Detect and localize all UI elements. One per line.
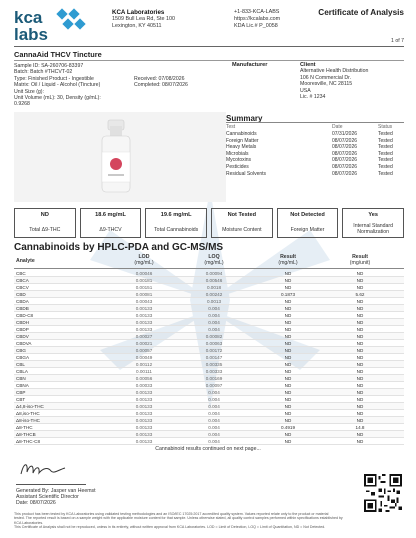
lab-contact-block xyxy=(234,9,280,30)
result-ml-value: ND xyxy=(284,319,292,325)
signature-line xyxy=(16,484,86,485)
result-ml-value: ND xyxy=(284,277,292,283)
signature-block xyxy=(16,488,96,507)
lod-value: 0.00133 xyxy=(135,389,153,395)
loq-value: 0.00169 xyxy=(205,375,223,381)
table-row xyxy=(14,326,404,333)
highlight-label: Total Δ9-THC xyxy=(29,227,61,233)
result-unit-value: ND xyxy=(356,305,364,311)
table-row xyxy=(14,284,404,291)
table-row xyxy=(14,396,404,403)
analyte-name: CBD-C8 xyxy=(16,312,34,318)
loq-value: 0.004 xyxy=(208,417,220,423)
result-ml-value: ND xyxy=(284,417,292,423)
table-row xyxy=(14,319,404,326)
table-row xyxy=(14,333,404,340)
footer-disclaimer xyxy=(14,512,344,529)
result-ml-value: ND xyxy=(284,354,292,360)
batch: Batch: Batch #THCVT-02 xyxy=(14,69,73,76)
result-ml-value: ND xyxy=(284,347,292,353)
result-ml-value: ND xyxy=(284,368,292,374)
col-lod-unit: (mg/mL) xyxy=(134,259,154,266)
table-row xyxy=(14,389,404,396)
lod-value: 0.00081 xyxy=(135,291,153,297)
analyte-name: CBCV xyxy=(16,284,29,290)
lod-value: 0.00049 xyxy=(135,354,153,360)
analyte-name: CBNA xyxy=(16,382,29,388)
footer-line2: tested. The reported result is based on a sample weight with the applicable moisture content for that sample. Unless otherwise stated, all quality control samples performed within specifications established by KCA Laboratories. xyxy=(14,516,343,525)
summary-status: Tested xyxy=(378,164,393,170)
result-unit-value: 5.62 xyxy=(355,291,365,297)
loq-value: 0.0018 xyxy=(206,284,222,290)
highlight-label: Moisture Content xyxy=(222,227,262,233)
summary-status: Tested xyxy=(378,131,393,137)
client-line2: 106 N Commercial Dr. xyxy=(300,74,352,81)
lod-value: 0.00133 xyxy=(135,319,153,325)
highlight-box xyxy=(145,208,207,238)
summary-row xyxy=(226,131,404,138)
loq-value: 0.00063 xyxy=(205,340,223,346)
result-ml-value: ND xyxy=(284,375,292,381)
result-unit-value: ND xyxy=(356,333,364,339)
summary-test: Foreign Matter xyxy=(226,137,259,144)
lod-value: 0.00181 xyxy=(135,277,153,283)
col-result-unit xyxy=(330,255,390,267)
result-ml-value: ND xyxy=(284,438,292,444)
result-unit-value: ND xyxy=(356,319,364,325)
table-row xyxy=(14,277,404,284)
result-unit-value: ND xyxy=(356,270,364,276)
analyte-name: CBDVA xyxy=(16,340,32,346)
result-ml-value: ND xyxy=(284,361,292,367)
sample-id: Sample ID: SA-260706-83397 xyxy=(14,63,84,69)
density: 0.9268 xyxy=(14,101,30,108)
summary-status: Tested xyxy=(378,137,393,144)
summary-row xyxy=(226,157,404,164)
footer-line3: This Certificate of Analysis shall not be reproduced, unless in its entirety, without written approval from KCA Laboratories. LOD = Limit of Detection, LOQ = Limit of Quantitation, ND = Not Detected. xyxy=(14,524,326,529)
document-title: Certificate of Analysis xyxy=(318,8,404,17)
summary-test: Residual Solvents xyxy=(226,170,267,177)
summary-date: 08/07/2026 xyxy=(332,164,358,170)
generated-by: Generated By: Jasper van Heemst xyxy=(16,488,96,494)
header xyxy=(14,6,404,44)
loq-value: 0.004 xyxy=(208,326,220,332)
client-line5: Lic. # 1234 xyxy=(300,94,326,101)
analyte-name: CBDA xyxy=(16,298,29,304)
result-ml-value: ND xyxy=(284,326,292,332)
table-row xyxy=(14,361,404,368)
analyte-name: Δ8-THC-C8 xyxy=(16,438,40,444)
loq-value: 0.00546 xyxy=(205,277,223,283)
unit-volume: Unit Volume (mL): 30, Density (g/mL): xyxy=(14,95,101,102)
table-row xyxy=(14,347,404,354)
result-unit-value: ND xyxy=(356,277,364,283)
loq-value: 0.00094 xyxy=(205,270,223,276)
result-ml-value: ND xyxy=(284,403,292,409)
result-unit-value: ND xyxy=(356,375,364,381)
loq-value: 0.004 xyxy=(208,319,220,325)
highlight-value: 18.6 mg/mL xyxy=(95,212,126,218)
table-row xyxy=(14,305,404,312)
result-ml-value: ND xyxy=(284,312,292,318)
analyte-name: CBGA xyxy=(16,354,30,360)
result-unit-value: ND xyxy=(356,340,364,346)
result-unit-value: ND xyxy=(356,417,364,423)
analyte-name: CBP xyxy=(16,389,26,395)
lod-value: 0.00133 xyxy=(135,410,153,416)
highlight-value: 19.6 mg/mL xyxy=(160,212,192,218)
lod-value: 0.00133 xyxy=(135,431,153,437)
logo-top-text: kca xyxy=(14,8,43,27)
loq-value: 0.004 xyxy=(208,403,220,409)
lab-name: KCA Laboratories xyxy=(112,9,165,16)
summary-date: 08/07/2026 xyxy=(332,157,358,164)
analyte-name: CBT xyxy=(16,396,26,402)
table-row xyxy=(14,382,404,389)
product-divider xyxy=(14,60,404,61)
analyte-name: CBDP xyxy=(16,326,29,332)
col-result-ml xyxy=(258,255,318,267)
lab-website[interactable]: https://kcalabs.com xyxy=(234,16,281,22)
result-ml-value: ND xyxy=(284,298,292,304)
loq-value: 0.004 xyxy=(208,438,220,444)
matrix: Matrix: Oil / Liquid - Alcohol (Tincture) xyxy=(14,82,101,89)
analyte-name: Δ8-THC xyxy=(16,424,33,430)
client-line1: Alternative Health Distribution xyxy=(300,68,369,75)
col-analyte: Analyte xyxy=(16,258,35,264)
highlight-label: Total Cannabinoids xyxy=(154,227,199,233)
summary-date: 08/07/2026 xyxy=(332,144,358,151)
lod-value: 0.00133 xyxy=(135,305,153,311)
result-ml-value: ND xyxy=(284,333,292,339)
result-ml-value: ND xyxy=(284,340,292,346)
result-unit-value: ND xyxy=(356,354,364,360)
summary-row xyxy=(226,164,404,171)
analyte-name: Δ4,8-iso-THC xyxy=(16,403,44,409)
table-row xyxy=(14,417,404,424)
summary-date: 08/07/2026 xyxy=(332,137,358,144)
result-ml-value: ND xyxy=(284,382,292,388)
summary-status: Tested xyxy=(378,157,393,164)
lab-address-block xyxy=(112,9,175,30)
summary-row xyxy=(226,171,404,178)
sample-type: Type: Finished Product - Ingestible xyxy=(14,75,94,82)
result-unit-value: ND xyxy=(356,312,364,318)
table-row xyxy=(14,424,404,431)
analyte-name: CBN xyxy=(16,375,26,381)
table-row xyxy=(14,354,404,361)
lab-address-line1: 1509 Bull Lea Rd, Ste 100 xyxy=(112,16,175,22)
analyte-name: CBD xyxy=(16,291,26,297)
loq-value: 0.00172 xyxy=(205,347,223,353)
lod-value: 0.00133 xyxy=(135,438,153,444)
lab-phone: +1-833-KCA-LABS xyxy=(234,9,280,15)
signer-role: Assistant Scientific Director xyxy=(16,494,79,501)
qr-code[interactable] xyxy=(364,474,402,512)
result-unit-value: ND xyxy=(356,410,364,416)
summary-col-status: Status xyxy=(378,124,393,130)
footer-line1: This product has been tested by KCA Laboratories using validated testing methodologies and an ISO/IEC 17025:2017 accredited quality system. Values reported relate only to the product or material xyxy=(14,512,329,516)
result-unit-value: ND xyxy=(356,431,364,437)
table-row xyxy=(14,431,404,438)
client-line4: USA xyxy=(300,87,311,94)
col-result-unit-label: Result xyxy=(352,254,368,260)
highlight-label: Internal Standard Normalization xyxy=(353,223,394,235)
analyte-name: Δ8-THCB xyxy=(16,431,36,437)
summary-test: Mycotoxins xyxy=(226,157,252,164)
loq-value: 0.00147 xyxy=(205,354,223,360)
col-loq xyxy=(184,255,244,267)
page-number: 1 of 7 xyxy=(391,38,404,44)
summary-status: Tested xyxy=(378,144,393,151)
kca-labs-logo xyxy=(14,8,104,42)
lod-value: 0.00133 xyxy=(135,417,153,423)
table-row xyxy=(14,368,404,375)
highlight-value: Not Tested xyxy=(227,212,257,218)
col-loq-unit: (mg/mL) xyxy=(204,259,224,266)
col-result-unit-unit: (mg/unit) xyxy=(349,259,371,266)
col-result-ml-unit: (mg/mL) xyxy=(278,259,298,266)
result-unit-value: ND xyxy=(356,361,364,367)
table-row xyxy=(14,403,404,410)
summary-row xyxy=(226,144,404,151)
lod-value: 0.00133 xyxy=(135,312,153,318)
result-unit-value: ND xyxy=(356,284,364,290)
analyte-name: CBC xyxy=(16,270,26,276)
result-unit-value: 14.8 xyxy=(355,424,365,430)
product-photo xyxy=(14,112,226,202)
loq-value: 0.004 xyxy=(208,424,220,430)
result-ml-value: 0.4919 xyxy=(280,424,296,430)
loq-value: 0.004 xyxy=(208,396,220,402)
summary-row xyxy=(226,151,404,158)
result-ml-value: ND xyxy=(284,396,292,402)
highlight-box xyxy=(342,208,404,238)
loq-value: 0.00335 xyxy=(205,361,223,367)
logo-bottom-text: labs xyxy=(14,25,49,42)
client-heading: Client xyxy=(300,62,316,68)
highlight-box xyxy=(14,208,76,238)
summary-row xyxy=(226,138,404,145)
analyte-name: CBG xyxy=(16,347,26,353)
result-unit-value: ND xyxy=(356,298,364,304)
table-row xyxy=(14,340,404,347)
highlight-box xyxy=(211,208,273,238)
received-date: Received: 07/08/2026 xyxy=(134,76,185,82)
analyte-name: Δ8,iso-THC xyxy=(16,410,40,416)
highlight-label: Δ9-THCV xyxy=(99,227,122,233)
table-row xyxy=(14,298,404,305)
loq-value: 0.0013 xyxy=(206,298,222,304)
summary-test: Pesticides xyxy=(226,164,249,170)
lod-value: 0.00033 xyxy=(135,382,153,388)
table-row xyxy=(14,312,404,319)
highlight-value: ND xyxy=(40,212,49,218)
result-ml-value: ND xyxy=(284,305,292,311)
result-ml-value: ND xyxy=(284,270,292,276)
analyte-name: CBCA xyxy=(16,277,29,283)
highlight-label: Foreign Matter xyxy=(290,227,325,233)
lod-value: 0.00046 xyxy=(135,270,153,276)
result-unit-value: ND xyxy=(356,396,364,402)
table-row xyxy=(14,291,404,298)
result-unit-value: ND xyxy=(356,403,364,409)
signature-date: Date: 08/07/2026 xyxy=(16,500,56,507)
lod-value: 0.00021 xyxy=(135,340,153,346)
result-ml-value: 0.1873 xyxy=(280,291,296,297)
result-unit-value: ND xyxy=(356,438,364,444)
col-lod-label: LOD xyxy=(138,254,150,260)
lod-value: 0.00133 xyxy=(135,403,153,409)
highlight-value: Not Detected xyxy=(290,212,325,218)
summary-date: 08/07/2026 xyxy=(332,170,358,177)
header-divider xyxy=(14,46,404,47)
lod-value: 0.00133 xyxy=(135,424,153,430)
highlight-value: Yes xyxy=(368,212,378,218)
table-header-divider xyxy=(14,268,404,269)
result-unit-value: ND xyxy=(356,389,364,395)
completed-date: Completed: 08/07/2026 xyxy=(134,82,188,89)
summary-col-date: Date xyxy=(332,124,343,130)
lod-value: 0.00133 xyxy=(135,396,153,402)
manufacturer-heading: Manufacturer xyxy=(232,62,268,68)
highlight-box xyxy=(80,208,142,238)
loq-value: 0.00082 xyxy=(205,333,223,339)
lod-value: 0.00112 xyxy=(135,361,153,367)
summary-test: Heavy Metals xyxy=(226,144,257,151)
analyte-name: CBLA xyxy=(16,368,29,374)
lab-address-line2: Lexington, KY 40511 xyxy=(112,23,162,29)
loq-value: 0.004 xyxy=(208,431,220,437)
loq-value: 0.00242 xyxy=(205,291,223,297)
analyte-name: CBDV xyxy=(16,333,29,339)
lod-value: 0.00111 xyxy=(136,368,152,374)
table-row xyxy=(14,375,404,382)
loq-value: 0.004 xyxy=(208,389,220,395)
summary-title: Summary xyxy=(226,114,263,123)
result-ml-value: ND xyxy=(284,389,292,395)
loq-value: 0.00097 xyxy=(205,382,223,388)
table-row xyxy=(14,410,404,417)
sample-info xyxy=(14,63,101,108)
lod-value: 0.00027 xyxy=(135,333,153,339)
lod-value: 0.00043 xyxy=(135,298,153,304)
table-row xyxy=(14,438,404,445)
analyte-name: CBDB xyxy=(16,305,29,311)
result-unit-value: ND xyxy=(356,368,364,374)
summary-date: 08/07/2026 xyxy=(332,150,358,157)
lod-value: 0.00057 xyxy=(135,347,153,353)
result-unit-value: ND xyxy=(356,347,364,353)
result-unit-value: ND xyxy=(356,326,364,332)
summary-status: Tested xyxy=(378,150,393,157)
summary-date: 07/31/2026 xyxy=(332,131,358,137)
result-ml-value: ND xyxy=(284,431,292,437)
col-loq-label: LOQ xyxy=(208,254,220,260)
col-lod xyxy=(114,255,174,267)
loq-value: 0.004 xyxy=(208,305,220,311)
lab-license: KDA Lic.# P_0058 xyxy=(234,23,278,29)
analyte-name: CBDH xyxy=(16,319,30,325)
lod-value: 0.00056 xyxy=(135,375,153,381)
lod-value: 0.00133 xyxy=(135,326,153,332)
client-block xyxy=(300,62,368,100)
highlight-box xyxy=(277,208,339,238)
summary-test: Microbials xyxy=(226,150,249,157)
unit-size: Unit Size (g): xyxy=(14,88,44,95)
summary-test: Cannabinoids xyxy=(226,131,257,137)
product-title: CannaAid THCV Tincture xyxy=(14,50,102,59)
loq-value: 0.00333 xyxy=(205,368,223,374)
loq-value: 0.004 xyxy=(208,312,220,318)
loq-value: 0.004 xyxy=(208,410,220,416)
table-row xyxy=(14,270,404,277)
cannabinoids-title: Cannabinoids by HPLC-PDA and GC-MS/MS xyxy=(14,242,224,253)
result-ml-value: ND xyxy=(284,284,292,290)
continued-note: Cannabinoid results continued on next page... xyxy=(155,446,261,452)
summary-status: Tested xyxy=(378,170,393,177)
result-ml-value: ND xyxy=(284,410,292,416)
summary-divider xyxy=(226,122,404,123)
lod-value: 0.00151 xyxy=(135,284,153,290)
client-line3: Mooresville, NC 28115 xyxy=(300,81,353,88)
result-unit-value: ND xyxy=(356,382,364,388)
signature-image xyxy=(18,458,68,480)
dates-block xyxy=(134,76,188,89)
col-result-ml-label: Result xyxy=(280,254,296,260)
summary-col-test: Test xyxy=(226,124,236,130)
analyte-name: CBL xyxy=(16,361,25,367)
analyte-name: Δ8-iso-THC xyxy=(16,417,40,423)
